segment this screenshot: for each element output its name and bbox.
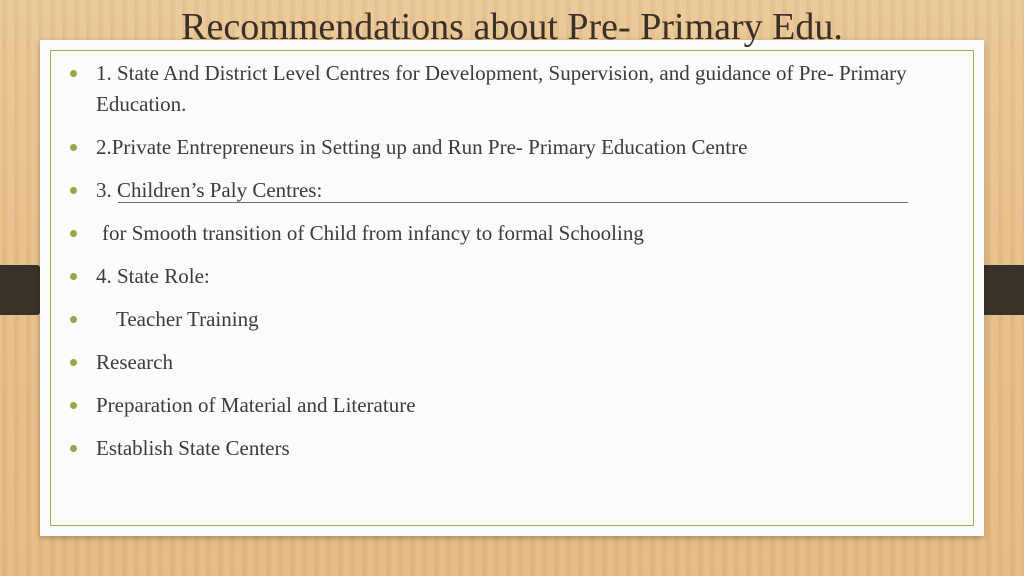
bullet-dot-icon bbox=[70, 445, 77, 452]
bullet-text: 3. Children’s Paly Centres: bbox=[96, 178, 323, 202]
bullet-dot-icon bbox=[70, 402, 77, 409]
bullet-text: for Smooth transition of Child from infancy to formal Schooling bbox=[102, 221, 644, 245]
bullet-text: Preparation of Material and Literature bbox=[96, 393, 416, 417]
slide-title: Recommendations about Pre- Primary Edu. bbox=[181, 6, 843, 48]
bullet-dot-icon bbox=[70, 230, 77, 237]
bullet-item-4 bbox=[70, 218, 950, 249]
bullet-text: 4. State Role: bbox=[96, 264, 210, 288]
bullet-text: 1. State And District Level Centres for Development, Supervision, and guidance of Pre- Primary Education. bbox=[96, 61, 907, 116]
left-decorative-bar bbox=[0, 265, 40, 315]
bullet-list bbox=[70, 58, 950, 476]
bullet-item-1 bbox=[70, 58, 950, 120]
bullet-dot-icon bbox=[70, 144, 77, 151]
bullet-dot-icon bbox=[70, 273, 77, 280]
bullet-dot-icon bbox=[70, 316, 77, 323]
underline-rule bbox=[118, 202, 908, 203]
bullet-item-2 bbox=[70, 132, 950, 163]
bullet-text: Research bbox=[96, 350, 173, 374]
bullet-item-6 bbox=[70, 304, 950, 335]
bullet-item-9 bbox=[70, 433, 950, 464]
content-panel bbox=[40, 40, 984, 536]
bullet-item-7 bbox=[70, 347, 950, 378]
bullet-text: Teacher Training bbox=[116, 307, 259, 331]
bullet-text: Establish State Centers bbox=[96, 436, 290, 460]
bullet-dot-icon bbox=[70, 70, 77, 77]
bullet-item-5 bbox=[70, 261, 950, 292]
bullet-dot-icon bbox=[70, 359, 77, 366]
bullet-dot-icon bbox=[70, 187, 77, 194]
bullet-text: 2.Private Entrepreneurs in Setting up and Run Pre- Primary Education Centre bbox=[96, 135, 748, 159]
bullet-item-8 bbox=[70, 390, 950, 421]
